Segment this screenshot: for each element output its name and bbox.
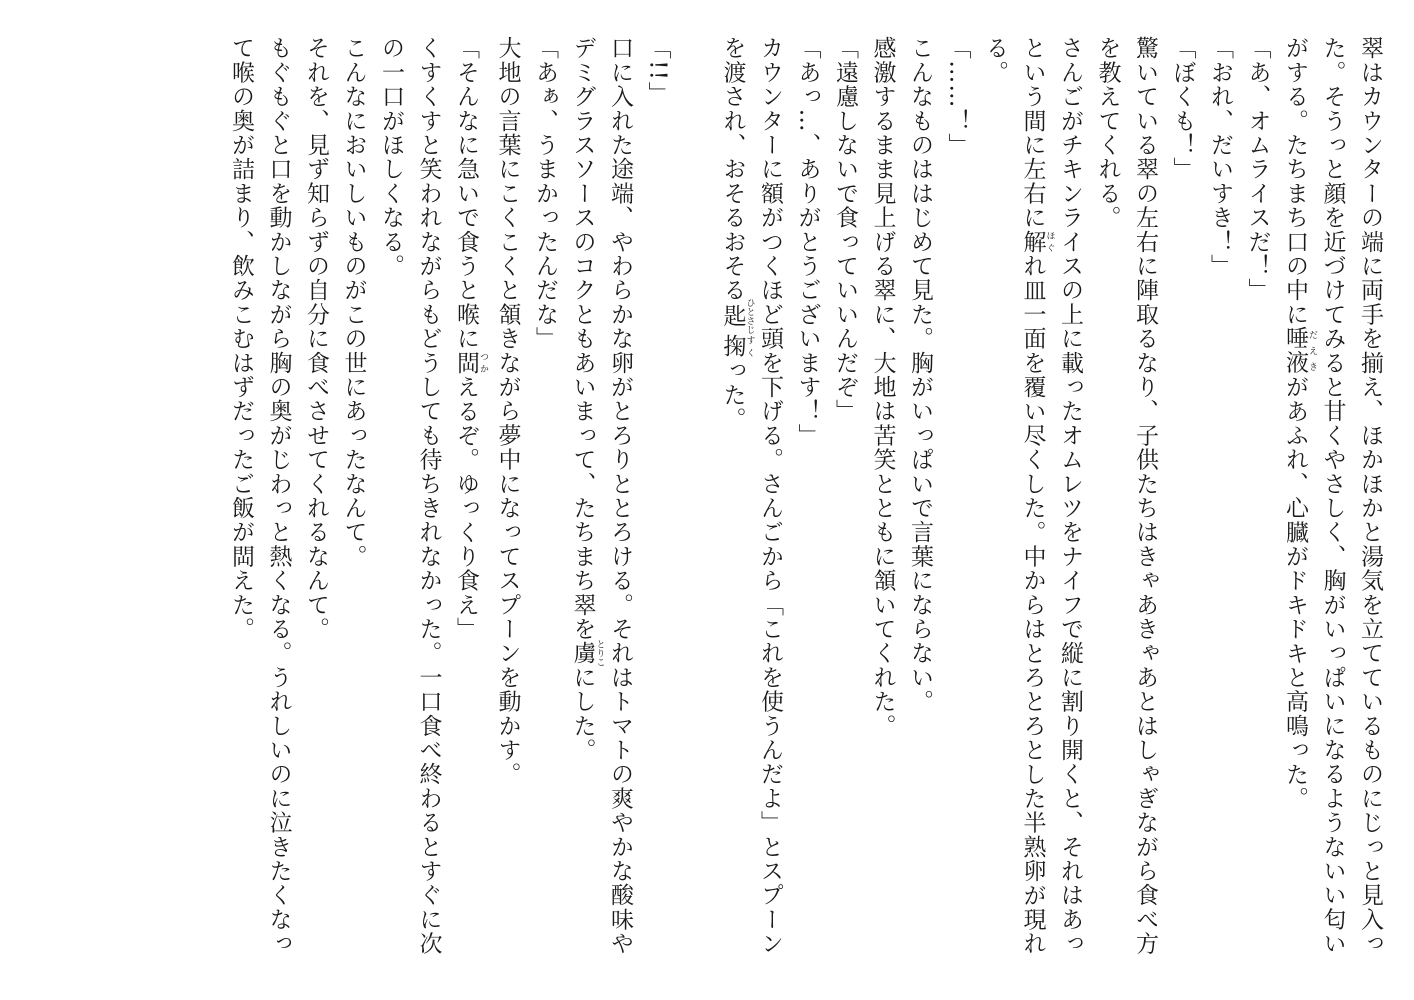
- text-line: こんなにおいしいものがこの世にあったなんて。: [340, 36, 367, 569]
- text-line: 口に入れた途端、やわらかな卵がとろりととろける。それはトマトの爽やかな酸味やデミグラスソースのコクともあいまって、たちまち翠を虜 とりこにした。: [569, 36, 633, 956]
- ruby-annotation: 閊 つか: [453, 350, 488, 375]
- ruby-annotation: 虜 とりこ: [569, 639, 605, 667]
- text-line: もぐもぐと口を動かしながら胸の奥がじわっと熱くなる。うれしいのに泣きたくなって喉の奥が詰まり、飲みこむはずだったご飯が閊えた。: [228, 36, 292, 956]
- text-line: 「あ、オムライスだ！」: [1244, 36, 1271, 303]
- text-line: こんなものははじめて見た。胸がいっぱいで言葉にならない。: [907, 36, 933, 714]
- blank-line: [676, 36, 714, 976]
- ruby-annotation: 解 ほぐ: [1019, 229, 1055, 254]
- text-line: 感激するまま見上げる翠に、大地は苦笑とともに頷いてくれた。: [869, 36, 896, 738]
- text-line: さんごがチキンライスの上に載ったオムレツをナイフで縦に割り開くと、それはあっという間に左右に解 ほぐれ皿一面を覆い尽くした。中からはとろとろとした半熟卵が現れる。: [982, 36, 1083, 956]
- vertical-text-body: [222, 36, 1389, 976]
- ruby-annotation: 掬 すく: [719, 334, 755, 359]
- text-line: 驚いている翠の左右に陣取るなり、子供たちはきゃあきゃあとはしゃぎながら食べ方を教えてくれる。: [1094, 36, 1158, 956]
- text-line: 「あっ…、ありがとうございます！」: [794, 36, 821, 448]
- text-run: があふれ、心臓がドキドキと高鳴った。: [1282, 374, 1308, 811]
- text-line: [1276, 36, 1389, 976]
- text-run: ちまち口の中に: [1282, 157, 1308, 327]
- text-line: 「ぼくも！」: [1169, 36, 1196, 182]
- text-line: 「遠慮しないで食っていいんだぞ」: [832, 36, 858, 424]
- text-line: 大地の言葉にこくこくと頷きながら夢中になってスプーンを動かす。: [494, 36, 521, 787]
- ruby-annotation: 唾液 だえき: [1282, 326, 1317, 375]
- text-line: 「!!」: [644, 36, 671, 106]
- text-line: 「そんなに急いで食うと喉に閊 つかえるぞ。ゆっくり食え」: [453, 36, 488, 642]
- text-line: 「あぁ、うまかったんだな」: [532, 36, 558, 351]
- text-line: 「おれ、だいすき！」: [1207, 36, 1233, 278]
- text-line: カウンターに額がつくほど頭を下げる。さんごから「これを使うんだよ」とスプーンを渡され、おそるおそる匙 ひとさじ掬 すくった。: [719, 36, 783, 956]
- ruby-annotation: 匙 ひとさじ: [719, 298, 755, 335]
- text-run: そうっと顔を近づけてみると甘くやさしく、胸がいっぱいになるようないい匂いがする。た: [1282, 36, 1346, 956]
- text-line: くすくすと笑われながらもどうしても待ちきれなかった。一口食べ終わるとすぐに次の一口がほしくなる。: [378, 36, 442, 956]
- text-line: それを、見ず知らずの自分に食べさせてくれるなんて。: [303, 36, 329, 641]
- text-line: 「……！」: [944, 36, 971, 157]
- text-run: 翠はカウンターの端に両手を揃え、ほかほかと湯気を立てているものにじっと見入った。: [1319, 36, 1383, 956]
